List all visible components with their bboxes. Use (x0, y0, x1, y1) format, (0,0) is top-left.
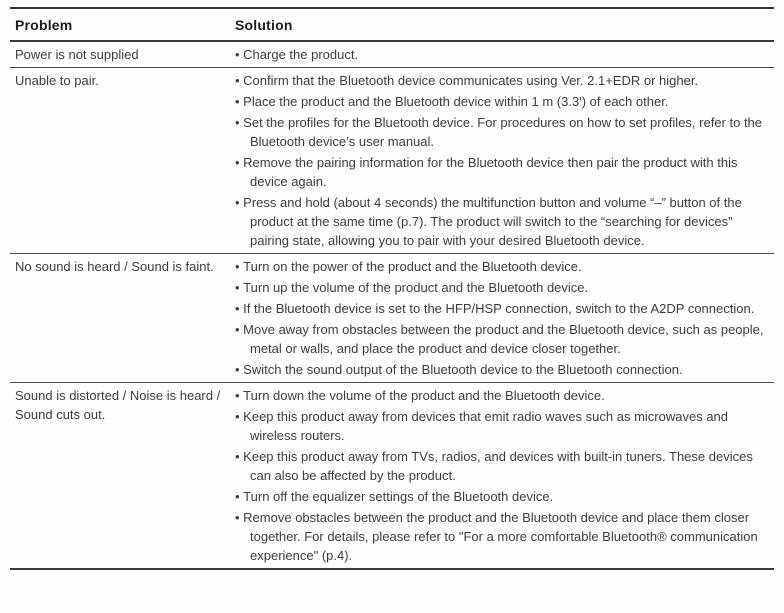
solution-item: • Keep this product away from TVs, radios, and devices with built-in tuners. These devices can also be affected by the product. (235, 447, 768, 485)
solution-list (235, 45, 768, 64)
solution-item: • Set the profiles for the Bluetooth device. For procedures on how to set profiles, refer to the Bluetooth device’s user manual. (235, 113, 768, 151)
solution-list (235, 71, 768, 250)
table-row (10, 68, 774, 254)
table-header-row (10, 9, 774, 42)
problem-cell: Sound is distorted / Noise is heard / Sound cuts out. (15, 388, 221, 422)
solution-item: • Place the product and the Bluetooth device within 1 m (3.3') of each other. (235, 92, 768, 111)
solution-cell (235, 71, 774, 250)
solution-item: • Press and hold (about 4 seconds) the multifunction button and volume “–” button of the product at the same time (p.7). The product will switch to the “searching for devices” pairing state, allowing you to pair with your desired Bluetooth device. (235, 193, 768, 250)
solution-item: • Move away from obstacles between the product and the Bluetooth device, such as people, metal or walls, and place the product and device closer together. (235, 320, 768, 358)
solution-item: • Turn on the power of the product and the Bluetooth device. (235, 257, 768, 276)
solution-item: • Turn down the volume of the product and the Bluetooth device. (235, 386, 768, 405)
solution-item: • Keep this product away from devices that emit radio waves such as microwaves and wireless routers. (235, 407, 768, 445)
solution-item: • Remove the pairing information for the Bluetooth device then pair the product with this device again. (235, 153, 768, 191)
solution-item: • Switch the sound output of the Bluetooth device to the Bluetooth connection. (235, 360, 768, 379)
solution-cell (235, 45, 774, 64)
solution-cell (235, 257, 774, 379)
solution-list (235, 257, 768, 379)
solution-cell (235, 386, 774, 565)
solution-item: • Turn up the volume of the product and the Bluetooth device. (235, 278, 768, 297)
table-row (10, 254, 774, 383)
column-header-solution: Solution (235, 17, 293, 33)
troubleshooting-table (10, 7, 774, 570)
solution-item: • Confirm that the Bluetooth device communicates using Ver. 2.1+EDR or higher. (235, 71, 768, 90)
column-header-problem: Problem (15, 17, 73, 33)
solution-item: • Turn off the equalizer settings of the Bluetooth device. (235, 487, 768, 506)
solution-list (235, 386, 768, 565)
problem-cell: Unable to pair. (15, 73, 99, 88)
problem-cell: Power is not supplied (15, 47, 139, 62)
table-body (10, 42, 774, 568)
problem-cell: No sound is heard / Sound is faint. (15, 259, 214, 274)
solution-item: • Charge the product. (235, 45, 768, 64)
table-row (10, 42, 774, 68)
table-row (10, 383, 774, 568)
solution-item: • Remove obstacles between the product and the Bluetooth device and place them closer together. For details, please refer to "For a more comfortable Bluetooth® communication experience" (p.4). (235, 508, 768, 565)
solution-item: • If the Bluetooth device is set to the HFP/HSP connection, switch to the A2DP connection. (235, 299, 768, 318)
